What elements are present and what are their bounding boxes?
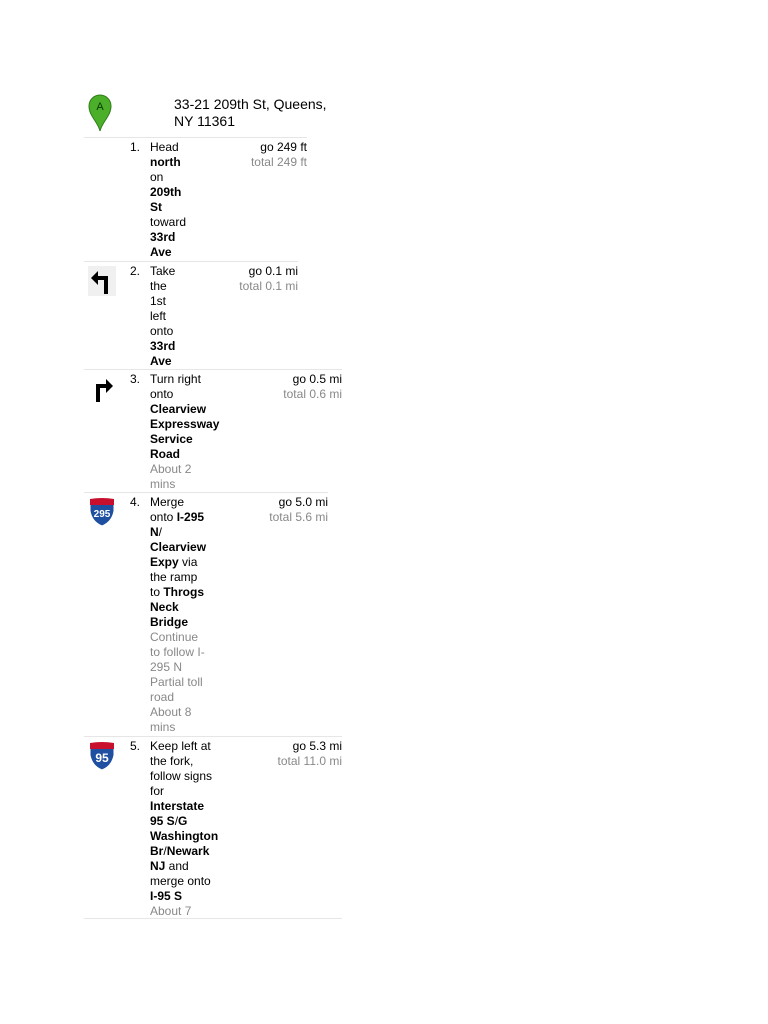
instruction-line [150,844,218,859]
instruction-line [150,170,186,185]
instruction-line [150,245,186,260]
map-pin-icon [88,94,112,132]
instruction-text: follow signs [150,769,213,783]
instruction-text: Take [150,264,176,278]
instruction-line [150,372,219,387]
instruction-text: left [150,309,167,323]
step-instruction [150,739,218,919]
road-name: Service [150,432,193,446]
step-number: 4. [130,495,141,509]
direction-step-5[interactable] [84,736,342,919]
direction-step-2[interactable] [84,261,298,369]
instruction-line [150,185,186,200]
instruction-line [150,600,206,615]
instruction-line [150,555,206,570]
instruction-text: Continue [150,630,199,644]
instruction-line [150,570,206,585]
instruction-text: and [165,859,189,873]
instruction-line [150,754,218,769]
instruction-line [150,495,206,510]
road-name: Ave [150,354,172,368]
instruction-text: About 8 [150,705,192,719]
instruction-text: Turn right [150,372,201,386]
road-name: 33rd [150,339,176,353]
instruction-text: Head [150,140,179,154]
instruction-line [150,387,219,402]
instruction-text: on [150,170,164,184]
road-name: Ave [150,245,172,259]
origin-address [174,96,344,130]
instruction-line [150,904,218,919]
instruction-line [150,630,206,645]
road-name: G [178,814,188,828]
road-name: Road [150,447,180,461]
step-distance [239,264,298,294]
road-name: Newark [166,844,210,858]
instruction-line [150,279,175,294]
instruction-text: / [158,525,163,539]
instruction-line [150,417,219,432]
road-name: 95 S [150,814,175,828]
step-go-distance: go 0.5 mi [292,372,342,386]
instruction-text: the fork, [150,754,194,768]
instruction-text: mins [150,720,176,734]
step-go-distance: go 5.0 mi [278,495,328,509]
instruction-text: merge onto [150,874,211,888]
instruction-text: to [150,585,164,599]
road-name: NJ [150,859,166,873]
instruction-line [150,874,218,889]
instruction-text: the ramp [150,570,198,584]
instruction-line [150,230,186,245]
instruction-line [150,309,175,324]
instruction-line [150,294,175,309]
direction-step-1[interactable] [84,137,307,261]
instruction-line [150,354,175,369]
instruction-text: onto [150,510,177,524]
road-name: N [150,525,159,539]
instruction-line [150,784,218,799]
step-instruction [150,264,175,369]
instruction-line [150,215,186,230]
instruction-line [150,814,218,829]
step-total-distance: total 0.6 mi [283,387,342,401]
instruction-text: onto [150,324,174,338]
step-total-distance: total 0.1 mi [239,279,298,293]
step-distance [269,495,328,525]
step-go-distance: go 0.1 mi [248,264,298,278]
step-number: 1. [130,140,141,154]
road-name: 209th [150,185,182,199]
step-go-distance: go 249 ft [260,140,307,154]
road-name: north [150,155,181,169]
instruction-line [150,525,206,540]
instruction-line [150,799,218,814]
instruction-line [150,690,206,705]
step-distance [283,372,342,402]
instruction-text: 1st [150,294,167,308]
direction-step-4[interactable] [84,492,328,736]
step-go-distance: go 5.3 mi [292,739,342,753]
turn-left-icon [88,266,116,296]
instruction-line [150,140,186,155]
origin-row [88,94,348,138]
instruction-text: toward [150,215,187,229]
road-name: I-295 [176,510,205,524]
list-bottom-divider [84,918,342,919]
step-total-distance: total 5.6 mi [269,510,328,524]
instruction-line [150,264,175,279]
road-name: Throgs [163,585,205,599]
instruction-line [150,339,175,354]
instruction-text: / [174,814,179,828]
instruction-text: About 7 [150,904,192,918]
road-name: I-95 S [150,889,183,903]
instruction-line [150,510,206,525]
instruction-line [150,402,219,417]
interstate-95-shield-icon [88,741,116,771]
road-name: Clearview [150,540,207,554]
map-pin-label: A [96,101,104,113]
instruction-text: for [150,784,165,798]
turn-right-icon [88,374,116,404]
instruction-line [150,324,175,339]
instruction-line [150,889,218,904]
origin-address-line-1: 33-21 209th St, Queens, [174,96,327,112]
instruction-line [150,739,218,754]
step-number: 5. [130,739,141,753]
road-name: Washington [150,829,219,843]
instruction-line [150,829,218,844]
instruction-line [150,769,218,784]
instruction-text: About 2 [150,462,192,476]
instruction-text: road [150,690,175,704]
instruction-line [150,155,186,170]
instruction-text: to follow I- [150,645,205,659]
road-name: Neck [150,600,179,614]
road-name: Br [150,844,164,858]
instruction-line [150,859,218,874]
step-instruction [150,372,219,492]
step-instruction [150,495,206,735]
road-name: Expy [150,555,179,569]
road-name: Interstate [150,799,205,813]
road-name: Expressway [150,417,220,431]
step-instruction [150,140,186,260]
instruction-line [150,447,219,462]
instruction-text: the [150,279,167,293]
road-name: Clearview [150,402,207,416]
instruction-text: / [163,844,167,858]
instruction-text: via [178,555,198,569]
instruction-text: 295 N [150,660,183,674]
instruction-line [150,585,206,600]
instruction-line [150,645,206,660]
instruction-text: onto [150,387,174,401]
step-distance [251,140,307,170]
direction-step-3[interactable] [84,369,342,492]
shield-number: 95 [95,751,109,765]
instruction-line [150,660,206,675]
origin-address-line-2: NY 11361 [174,113,235,129]
interstate-295-shield-icon [88,497,116,527]
instruction-text: Merge [150,495,185,509]
instruction-text: Keep left at [150,739,211,753]
instruction-text: Partial toll [150,675,203,689]
step-total-distance: total 249 ft [250,155,307,169]
instruction-text: mins [150,477,176,491]
instruction-line [150,462,219,477]
shield-number: 295 [93,509,111,520]
road-name: St [150,200,162,214]
instruction-line [150,615,206,630]
instruction-line [150,200,186,215]
instruction-line [150,432,219,447]
step-number: 2. [130,264,141,278]
step-total-distance: total 11.0 mi [277,754,342,768]
instruction-line [150,540,206,555]
step-distance [278,739,342,769]
instruction-line [150,675,206,690]
instruction-line [150,705,206,720]
instruction-line [150,477,219,492]
road-name: 33rd [150,230,176,244]
road-name: Bridge [150,615,189,629]
step-number: 3. [130,372,141,386]
instruction-line [150,720,206,735]
